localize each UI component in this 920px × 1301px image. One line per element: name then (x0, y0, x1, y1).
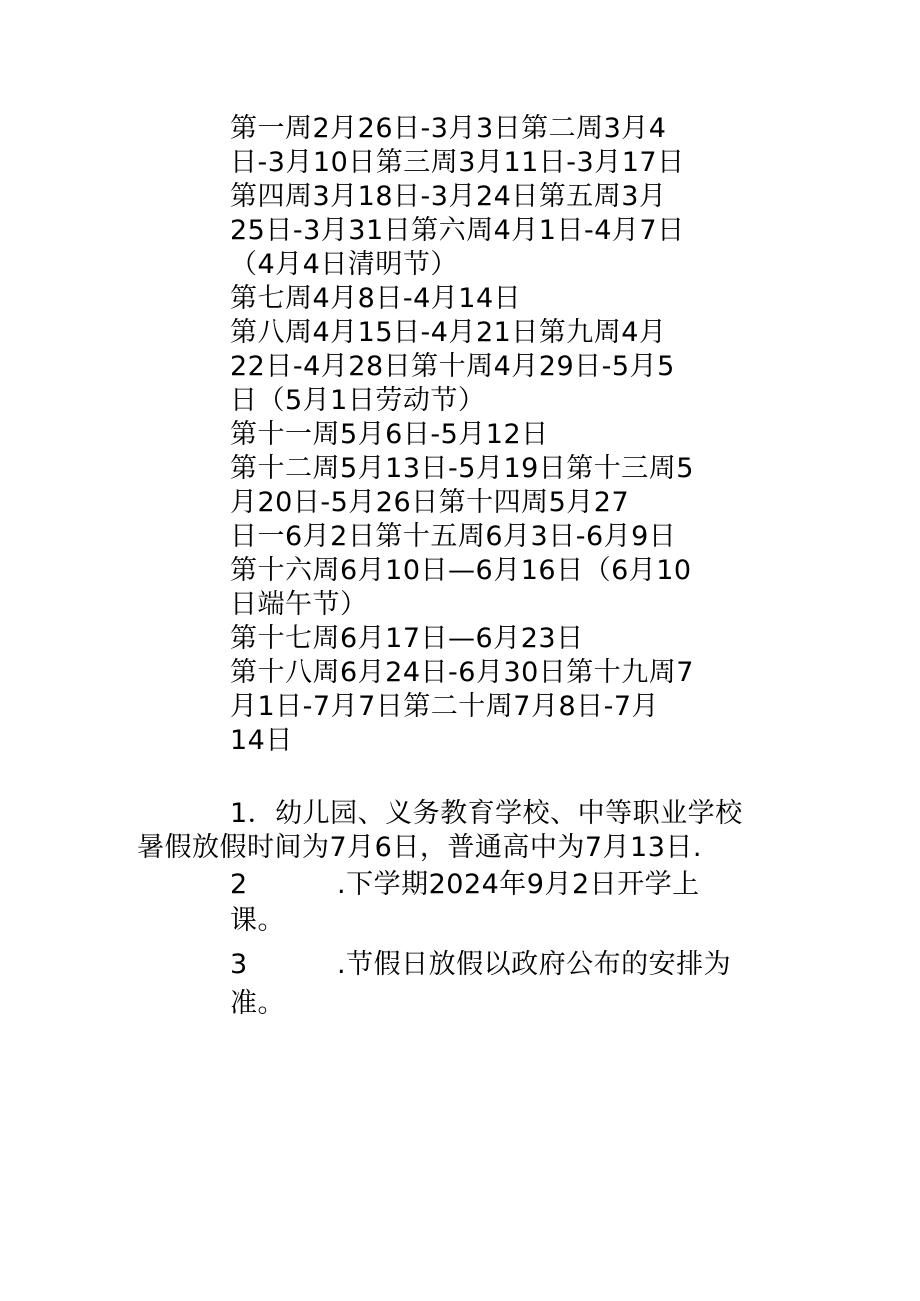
schedule-line: 日（5月1日劳动节） (230, 385, 486, 416)
schedule-line: 第十七周6月17日—6月23日 (230, 623, 584, 654)
note-2-continuation: 课。 (230, 905, 285, 936)
note-3-text: .节假日放假以政府公布的安排为 (337, 949, 732, 980)
schedule-line: 日-3月10日第三周3月11日-3月17日 (230, 147, 685, 178)
schedule-line: 日一6月2日第十五周6月3日-6月9日 (230, 521, 677, 552)
note-1-second-line: 暑假放假时间为7月6日，普通高中为7月13日. (137, 832, 702, 863)
schedule-line: 月20日-5月26日第十四周5月27 (230, 487, 630, 518)
schedule-line: 第七周4月8日-4月14日 (230, 283, 522, 314)
note-3-number: 3 (230, 949, 248, 980)
schedule-line: 第八周4月15日-4月21日第九周4月 (230, 317, 667, 348)
schedule-line: 第四周3月18日-3月24日第五周3月 (230, 181, 667, 212)
schedule-line: （4月4日清明节） (230, 249, 458, 280)
note-2-number: 2 (230, 869, 248, 900)
week-schedule (230, 112, 790, 758)
schedule-line: 14日 (230, 725, 293, 756)
schedule-line: 第十二周5月13日-5月19日第十三周5 (230, 453, 694, 484)
schedule-line: 第一周2月26日-3月3日第二周3月4 (230, 113, 667, 144)
note-1-first-line: 1．幼儿园、义务教育学校、中等职业学校 (230, 798, 743, 829)
schedule-line: 第十六周6月10日—6月16日（6月10 (230, 555, 692, 586)
schedule-line: 日端午节） (230, 589, 368, 620)
schedule-line: 第十一周5月6日-5月12日 (230, 419, 549, 450)
note-2-text: .下学期2024年9月2日开学上 (337, 869, 700, 900)
schedule-line: 25日-3月31日第六周4月1日-4月7日 (230, 215, 685, 246)
schedule-line: 第十八周6月24日-6月30日第十九周7 (230, 657, 694, 688)
schedule-line: 月1日-7月7日第二十周7月8日-7月 (230, 691, 660, 722)
schedule-line: 22日-4月28日第十周4月29日-5月5 (230, 351, 675, 382)
note-3-continuation: 准。 (230, 988, 285, 1019)
